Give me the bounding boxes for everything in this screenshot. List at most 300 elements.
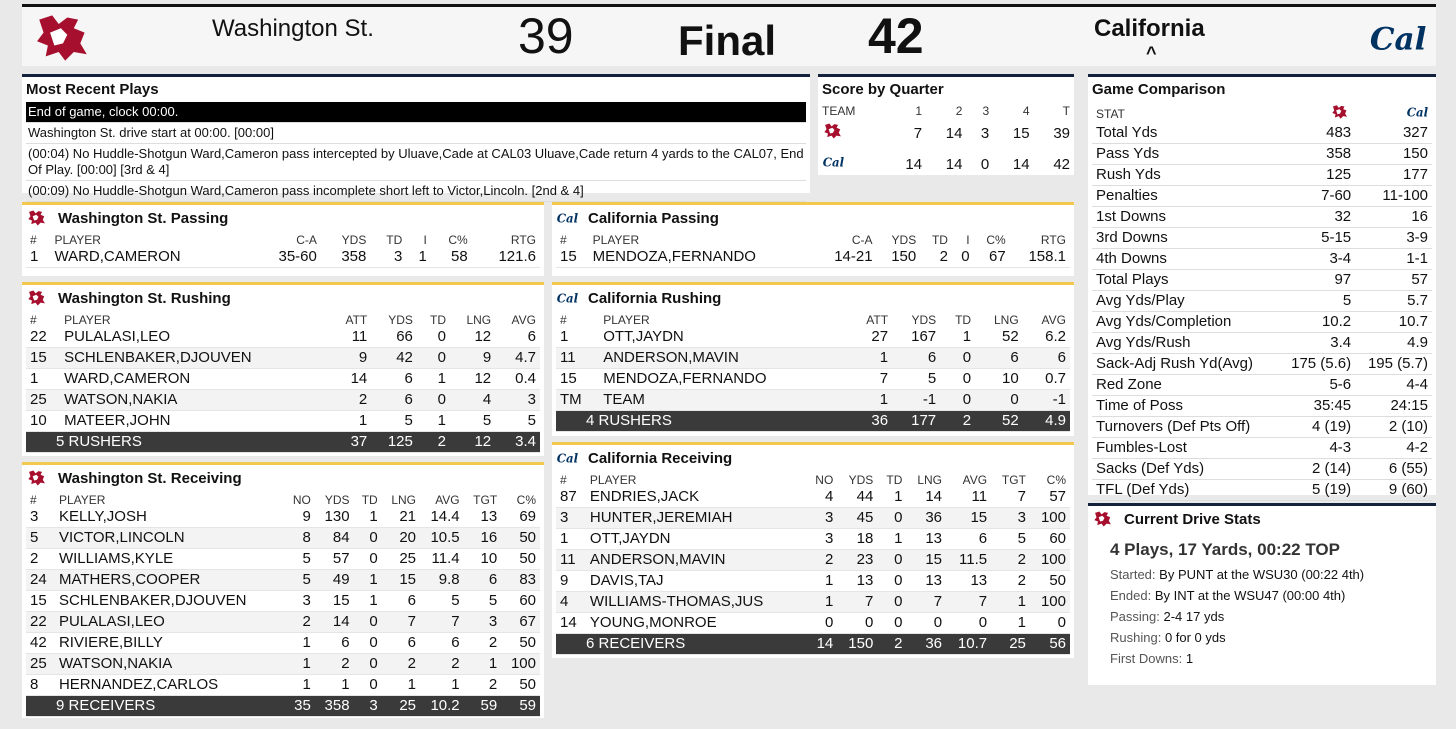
- player-name[interactable]: WILLIAMS-THOMAS,JUS: [586, 592, 806, 613]
- stat-cell: 57: [315, 549, 354, 570]
- player-name[interactable]: OTT,JAYDN: [586, 529, 806, 550]
- comparison-stat-label: Avg Yds/Rush: [1092, 333, 1278, 354]
- wsu-rushing-title: [22, 285, 544, 311]
- stat-cell: 100: [1030, 592, 1070, 613]
- stat-cell: 14: [906, 487, 946, 508]
- column-header: TD: [361, 493, 378, 507]
- cal-rushing-panel: [552, 282, 1074, 436]
- comparison-value: 3-4: [1278, 249, 1355, 270]
- player-name[interactable]: WARD,CAMERON: [60, 369, 330, 390]
- comparison-value: 4-2: [1355, 438, 1432, 459]
- wsu-logo-icon: [1278, 102, 1355, 123]
- stat-cell: 27: [849, 327, 892, 348]
- totals-cell: 358: [315, 696, 354, 717]
- table-row: [26, 633, 540, 654]
- wsu-receiving-title: [22, 465, 544, 491]
- column-header: YDS: [911, 313, 937, 327]
- player-name[interactable]: SCHLENBAKER,DJOUVEN: [55, 591, 284, 612]
- stat-cell: 67: [974, 247, 1010, 268]
- comparison-stat-label: 1st Downs: [1092, 207, 1278, 228]
- stat-cell: 3: [991, 508, 1030, 529]
- comparison-value: 97: [1278, 270, 1355, 291]
- comparison-value: 7-60: [1278, 186, 1355, 207]
- table-row: [556, 529, 1070, 550]
- comparison-row: [1092, 165, 1432, 186]
- home-team-name[interactable]: California: [1094, 15, 1205, 42]
- quarter-score: 14: [945, 155, 963, 173]
- stat-cell: 16: [464, 528, 502, 549]
- stat-cell: 15: [26, 348, 60, 369]
- cal-logo-icon: [556, 449, 578, 467]
- totals-row: [556, 411, 1070, 432]
- column-header: LNG: [466, 313, 492, 327]
- stat-cell: 69: [501, 507, 540, 528]
- stat-cell: 13: [837, 571, 877, 592]
- stat-cell: 52: [975, 327, 1023, 348]
- stat-cell: 9: [556, 571, 586, 592]
- stat-cell: 5: [450, 411, 495, 432]
- comparison-value: 35:45: [1278, 396, 1355, 417]
- stat-cell: 4.7: [495, 348, 540, 369]
- column-header: LNG: [994, 313, 1019, 327]
- column-header: PLAYER: [589, 473, 637, 487]
- player-name[interactable]: DAVIS,TAJ: [586, 571, 806, 592]
- cal-logo-icon: [556, 289, 578, 307]
- wsu-receiving-panel: [22, 462, 544, 718]
- player-name[interactable]: MENDOZA,FERNANDO: [599, 369, 849, 390]
- stat-cell: 7: [991, 487, 1030, 508]
- stat-cell: 6: [382, 633, 420, 654]
- column-header: YDS: [848, 473, 874, 487]
- stat-cell: 10: [464, 549, 502, 570]
- stat-cell: 0: [354, 633, 382, 654]
- comparison-stat-label: Rush Yds: [1092, 165, 1278, 186]
- table-row: [556, 571, 1070, 592]
- quarter-score: 14: [1012, 155, 1030, 173]
- player-name[interactable]: WATSON,NAKIA: [55, 654, 284, 675]
- player-name[interactable]: ENDRIES,JACK: [586, 487, 806, 508]
- wsu-logo-icon: [26, 469, 48, 487]
- play-item: (00:09) No Huddle-Shotgun Ward,Cameron pass incomplete short left to Victor,Lincoln. [2nd & 4]: [26, 181, 806, 202]
- stat-cell: 8: [26, 675, 55, 696]
- quarter-row: [818, 118, 1074, 149]
- current-drive-title-text: Current Drive Stats: [1124, 510, 1261, 528]
- stat-cell: 0: [940, 369, 975, 390]
- stat-cell: 7: [420, 612, 464, 633]
- comparison-value: 4.9: [1355, 333, 1432, 354]
- stat-cell: 10.5: [420, 528, 464, 549]
- quarter-score: 14: [945, 124, 963, 142]
- stat-cell: 44: [837, 487, 877, 508]
- column-header: #: [560, 233, 567, 247]
- column-header: C%: [448, 233, 468, 247]
- stat-cell: 11: [946, 487, 991, 508]
- table-row: [26, 570, 540, 591]
- column-header: C%: [986, 233, 1006, 247]
- comparison-value: 32: [1278, 207, 1355, 228]
- stat-cell: 50: [501, 633, 540, 654]
- comparison-row: [1092, 123, 1432, 144]
- stat-cell: 2: [284, 612, 314, 633]
- player-name[interactable]: ANDERSON,MAVIN: [586, 550, 806, 571]
- stat-cell: 1: [806, 592, 838, 613]
- stat-cell: 2: [420, 654, 464, 675]
- player-name[interactable]: ANDERSON,MAVIN: [599, 348, 849, 369]
- stat-cell: 84: [315, 528, 354, 549]
- totals-row: [556, 634, 1070, 655]
- quarter-header-cell: 3: [982, 104, 990, 118]
- totals-label: 4 RUSHERS: [556, 411, 849, 432]
- drive-rushing: Rushing: 0 for 0 yds: [1110, 630, 1226, 645]
- column-header: TD: [430, 313, 447, 327]
- stat-cell: 7: [837, 592, 877, 613]
- comparison-value: 57: [1355, 270, 1432, 291]
- stat-cell: 4: [806, 487, 838, 508]
- totals-cell: 177: [892, 411, 940, 432]
- stat-cell: 45: [837, 508, 877, 529]
- panel-title-text: California Receiving: [588, 449, 733, 467]
- totals-cell: 25: [991, 634, 1030, 655]
- scoreboard-header: [22, 4, 1436, 66]
- comparison-value: 2 (10): [1355, 417, 1432, 438]
- table-row: [26, 507, 540, 528]
- player-name[interactable]: MATHERS,COOPER: [55, 570, 284, 591]
- stat-cell: 14: [315, 612, 354, 633]
- player-name[interactable]: HUNTER,JEREMIAH: [586, 508, 806, 529]
- player-name[interactable]: RIVIERE,BILLY: [55, 633, 284, 654]
- totals-row: [26, 432, 540, 453]
- stat-cell: 130: [315, 507, 354, 528]
- comparison-value: 24:15: [1355, 396, 1432, 417]
- stat-cell: 5: [284, 570, 314, 591]
- stat-cell: 11.5: [946, 550, 991, 571]
- table-row: [26, 247, 540, 268]
- comparison-stat-label: Total Yds: [1092, 123, 1278, 144]
- stat-cell: 14: [556, 613, 586, 634]
- stat-cell: 5: [464, 591, 502, 612]
- comparison-value: 5-15: [1278, 228, 1355, 249]
- column-header: TD: [931, 233, 948, 247]
- column-header: TGT: [473, 493, 498, 507]
- stat-cell: 1: [284, 675, 314, 696]
- table-header-row: [26, 311, 540, 327]
- svg-text:Cal: Cal: [1406, 105, 1428, 120]
- comparison-stat-label: Turnovers (Def Pts Off): [1092, 417, 1278, 438]
- stat-cell: 10: [26, 411, 60, 432]
- current-drive-panel: [1088, 503, 1436, 685]
- stat-cell: 1: [464, 654, 502, 675]
- quarter-header-cell: 2: [955, 104, 963, 118]
- player-name[interactable]: PULALASI,LEO: [55, 612, 284, 633]
- cal-passing-table: [556, 231, 1070, 268]
- recent-plays-list: [22, 102, 810, 202]
- comparison-value: 483: [1278, 123, 1355, 144]
- stat-cell: 121.6: [472, 247, 540, 268]
- cal-receiving-table: [556, 471, 1070, 655]
- table-row: [556, 508, 1070, 529]
- player-name[interactable]: TEAM: [599, 390, 849, 411]
- player-name[interactable]: OTT,JAYDN: [599, 327, 849, 348]
- quarter-score: 42: [1053, 155, 1070, 173]
- stat-cell: 2: [26, 549, 55, 570]
- stat-cell: 1: [877, 487, 906, 508]
- comparison-value: 150: [1355, 144, 1432, 165]
- stat-cell: 0: [354, 549, 382, 570]
- stat-cell: 11.4: [420, 549, 464, 570]
- stat-cell: 167: [892, 327, 940, 348]
- stat-cell: 24: [26, 570, 55, 591]
- comparison-row: [1092, 459, 1432, 480]
- totals-cell: 2: [417, 432, 450, 453]
- wsu-rushing-panel: [22, 282, 544, 456]
- stat-cell: 358: [321, 247, 370, 268]
- stat-cell: 6: [315, 633, 354, 654]
- column-header: #: [30, 233, 37, 247]
- comparison-stat-label: Pass Yds: [1092, 144, 1278, 165]
- recent-plays-title: Most Recent Plays: [26, 81, 159, 98]
- play-item: (00:04) No Huddle-Shotgun Ward,Cameron pass intercepted by Uluave,Cade at CAL03 Uluave,Cade return 4 yards to the CAL07, End Of Play. [00:00] [3rd & 4]: [26, 144, 806, 181]
- column-header: TD: [886, 473, 903, 487]
- svg-text:Cal: Cal: [556, 451, 578, 466]
- column-header: PLAYER: [64, 313, 111, 327]
- comparison-value: 16: [1355, 207, 1432, 228]
- totals-cell: 59: [464, 696, 502, 717]
- game-comparison-title: Game Comparison: [1092, 81, 1226, 98]
- stat-cell: 13: [906, 571, 946, 592]
- table-row: [26, 348, 540, 369]
- stat-cell: 0: [1030, 613, 1070, 634]
- player-name[interactable]: WARD,CAMERON: [50, 247, 251, 268]
- totals-cell: 3.4: [495, 432, 540, 453]
- comparison-value: 11-100: [1355, 186, 1432, 207]
- stat-cell: 15: [556, 369, 599, 390]
- recent-plays-panel: [22, 74, 810, 198]
- column-header: YDS: [891, 233, 917, 247]
- cal-passing-title: [552, 205, 1074, 231]
- column-header: #: [560, 313, 567, 327]
- table-header-row: [556, 311, 1070, 327]
- stat-cell: 5: [26, 528, 55, 549]
- stat-cell: 1: [315, 675, 354, 696]
- totals-cell: 12: [450, 432, 495, 453]
- totals-cell: 10.2: [420, 696, 464, 717]
- table-header-row: [556, 231, 1070, 247]
- totals-cell: 37: [330, 432, 371, 453]
- stat-cell: 3: [464, 612, 502, 633]
- stat-cell: 6: [975, 348, 1023, 369]
- cal-logo-icon: [818, 149, 886, 180]
- player-name[interactable]: VICTOR,LINCOLN: [55, 528, 284, 549]
- column-header: #: [560, 473, 567, 487]
- drive-started: Started: By PUNT at the WSU30 (00:22 4th): [1110, 567, 1365, 582]
- table-header-row: [556, 471, 1070, 487]
- stat-cell: 158.1: [1010, 247, 1070, 268]
- column-header: RTG: [1040, 233, 1066, 247]
- table-row: [556, 487, 1070, 508]
- stat-cell: 15: [556, 247, 589, 268]
- stat-cell: 21: [382, 507, 420, 528]
- wsu-logo-icon: [26, 209, 48, 227]
- comparison-row: [1092, 333, 1432, 354]
- comparison-stat-label: Sacks (Def Yds): [1092, 459, 1278, 480]
- stat-cell: 1: [26, 247, 50, 268]
- away-team-name[interactable]: Washington St.: [212, 15, 374, 42]
- stat-cell: 0: [940, 390, 975, 411]
- stat-cell: 12: [450, 327, 495, 348]
- score-by-quarter-table: [818, 102, 1074, 180]
- stat-cell: 7: [382, 612, 420, 633]
- totals-cell: 52: [975, 411, 1023, 432]
- stat-cell: 0: [975, 390, 1023, 411]
- stat-cell: 2: [382, 654, 420, 675]
- comparison-value: 5: [1278, 291, 1355, 312]
- column-header: TGT: [1001, 473, 1026, 487]
- comparison-row: [1092, 228, 1432, 249]
- table-row: [556, 390, 1070, 411]
- stat-cell: 9: [284, 507, 314, 528]
- comparison-stat-label: Red Zone: [1092, 375, 1278, 396]
- stat-cell: 1: [284, 654, 314, 675]
- stat-cell: 0: [806, 613, 838, 634]
- stat-cell: 6: [892, 348, 940, 369]
- quarter-header-cell: 1: [915, 104, 923, 118]
- stat-cell: 0: [877, 508, 906, 529]
- player-name[interactable]: MATEER,JOHN: [60, 411, 330, 432]
- stat-cell: 6: [946, 529, 991, 550]
- totals-cell: 59: [501, 696, 540, 717]
- comparison-value: 5-6: [1278, 375, 1355, 396]
- panel-title-text: California Rushing: [588, 289, 722, 307]
- stat-cell: 6: [420, 633, 464, 654]
- stat-cell: 1: [420, 675, 464, 696]
- table-row: [26, 549, 540, 570]
- quarter-score: 0: [980, 155, 990, 173]
- wsu-logo-icon: [1092, 510, 1114, 528]
- stat-cell: 67: [501, 612, 540, 633]
- stat-cell: 0: [877, 571, 906, 592]
- player-name[interactable]: MENDOZA,FERNANDO: [589, 247, 816, 268]
- drive-ended: Ended: By INT at the WSU47 (00:00 4th): [1110, 588, 1346, 603]
- wsu-logo-icon: [30, 11, 96, 65]
- stat-cell: 6: [382, 591, 420, 612]
- comparison-row: [1092, 207, 1432, 228]
- cal-logo-icon: [556, 209, 578, 227]
- table-row: [26, 675, 540, 696]
- player-name[interactable]: KELLY,JOSH: [55, 507, 284, 528]
- stat-cell: 0: [417, 327, 450, 348]
- stat-cell: 1: [417, 411, 450, 432]
- stat-cell: 100: [501, 654, 540, 675]
- stat-cell: 50: [501, 675, 540, 696]
- stat-cell: 2: [991, 571, 1030, 592]
- stat-cell: 1: [284, 633, 314, 654]
- stat-cell: 42: [371, 348, 417, 369]
- totals-row: [26, 696, 540, 717]
- comparison-stat-label: 4th Downs: [1092, 249, 1278, 270]
- stat-cell: 0.7: [1023, 369, 1070, 390]
- stat-cell: 5: [371, 411, 417, 432]
- svg-text:Cal: Cal: [556, 211, 578, 226]
- svg-text:Cal: Cal: [556, 291, 578, 306]
- column-header: #: [30, 313, 37, 327]
- player-name[interactable]: SCHLENBAKER,DJOUVEN: [60, 348, 330, 369]
- stat-cell: 13: [946, 571, 991, 592]
- table-row: [26, 528, 540, 549]
- comparison-row: [1092, 417, 1432, 438]
- stat-cell: 6: [495, 327, 540, 348]
- cal-receiving-title: [552, 445, 1074, 471]
- stat-cell: 0: [354, 528, 382, 549]
- comparison-value: 4 (19): [1278, 417, 1355, 438]
- stat-cell: 1: [991, 613, 1030, 634]
- stat-cell: 1: [940, 327, 975, 348]
- cal-logo-icon: [1355, 102, 1432, 123]
- table-row: [556, 592, 1070, 613]
- comparison-value: 5.7: [1355, 291, 1432, 312]
- stat-cell: 1: [406, 247, 430, 268]
- svg-text:Cal: Cal: [1369, 21, 1426, 58]
- wsu-passing-table: [26, 231, 540, 268]
- stat-cell: 9.8: [420, 570, 464, 591]
- stat-cell: 13: [464, 507, 502, 528]
- stat-cell: 1: [849, 390, 892, 411]
- wsu-logo-icon: [818, 118, 886, 149]
- comparison-stat-label: Penalties: [1092, 186, 1278, 207]
- column-header: AVG: [1041, 313, 1066, 327]
- comparison-value: 327: [1355, 123, 1432, 144]
- table-row: [556, 550, 1070, 571]
- column-header: C-A: [851, 233, 873, 247]
- stat-cell: 5: [892, 369, 940, 390]
- stat-cell: 0: [354, 675, 382, 696]
- play-item: End of game, clock 00:00.: [26, 102, 806, 123]
- stat-cell: 0: [946, 613, 991, 634]
- comparison-value: 4-3: [1278, 438, 1355, 459]
- stat-cell: 5: [420, 591, 464, 612]
- totals-cell: 4.9: [1023, 411, 1070, 432]
- game-comparison-table: [1092, 102, 1432, 501]
- away-score: 39: [518, 8, 574, 64]
- player-name[interactable]: PULALASI,LEO: [60, 327, 330, 348]
- stat-cell: 25: [26, 654, 55, 675]
- stat-cell: 1: [354, 570, 382, 591]
- stat-cell: 3: [806, 508, 838, 529]
- stat-cell: 15: [946, 508, 991, 529]
- stat-cell: 60: [1030, 529, 1070, 550]
- comparison-value: 1-1: [1355, 249, 1432, 270]
- player-name[interactable]: YOUNG,MONROE: [586, 613, 806, 634]
- score-by-quarter-panel: [818, 74, 1074, 175]
- player-name[interactable]: WILLIAMS,KYLE: [55, 549, 284, 570]
- stat-cell: 2: [330, 390, 371, 411]
- comparison-stat-label: Avg Yds/Completion: [1092, 312, 1278, 333]
- stat-cell: 2: [991, 550, 1030, 571]
- table-row: [26, 612, 540, 633]
- comparison-row: [1092, 291, 1432, 312]
- stat-cell: 15: [315, 591, 354, 612]
- winner-caret-icon: ^: [1146, 43, 1157, 63]
- stat-cell: 1: [877, 529, 906, 550]
- table-row: [556, 348, 1070, 369]
- player-name[interactable]: HERNANDEZ,CARLOS: [55, 675, 284, 696]
- stat-cell: -1: [892, 390, 940, 411]
- current-drive-title: [1088, 506, 1436, 532]
- stat-cell: 9: [450, 348, 495, 369]
- player-name[interactable]: WATSON,NAKIA: [60, 390, 330, 411]
- cal-passing-panel: [552, 202, 1074, 276]
- totals-cell: 10.7: [946, 634, 991, 655]
- column-header: I: [423, 233, 427, 247]
